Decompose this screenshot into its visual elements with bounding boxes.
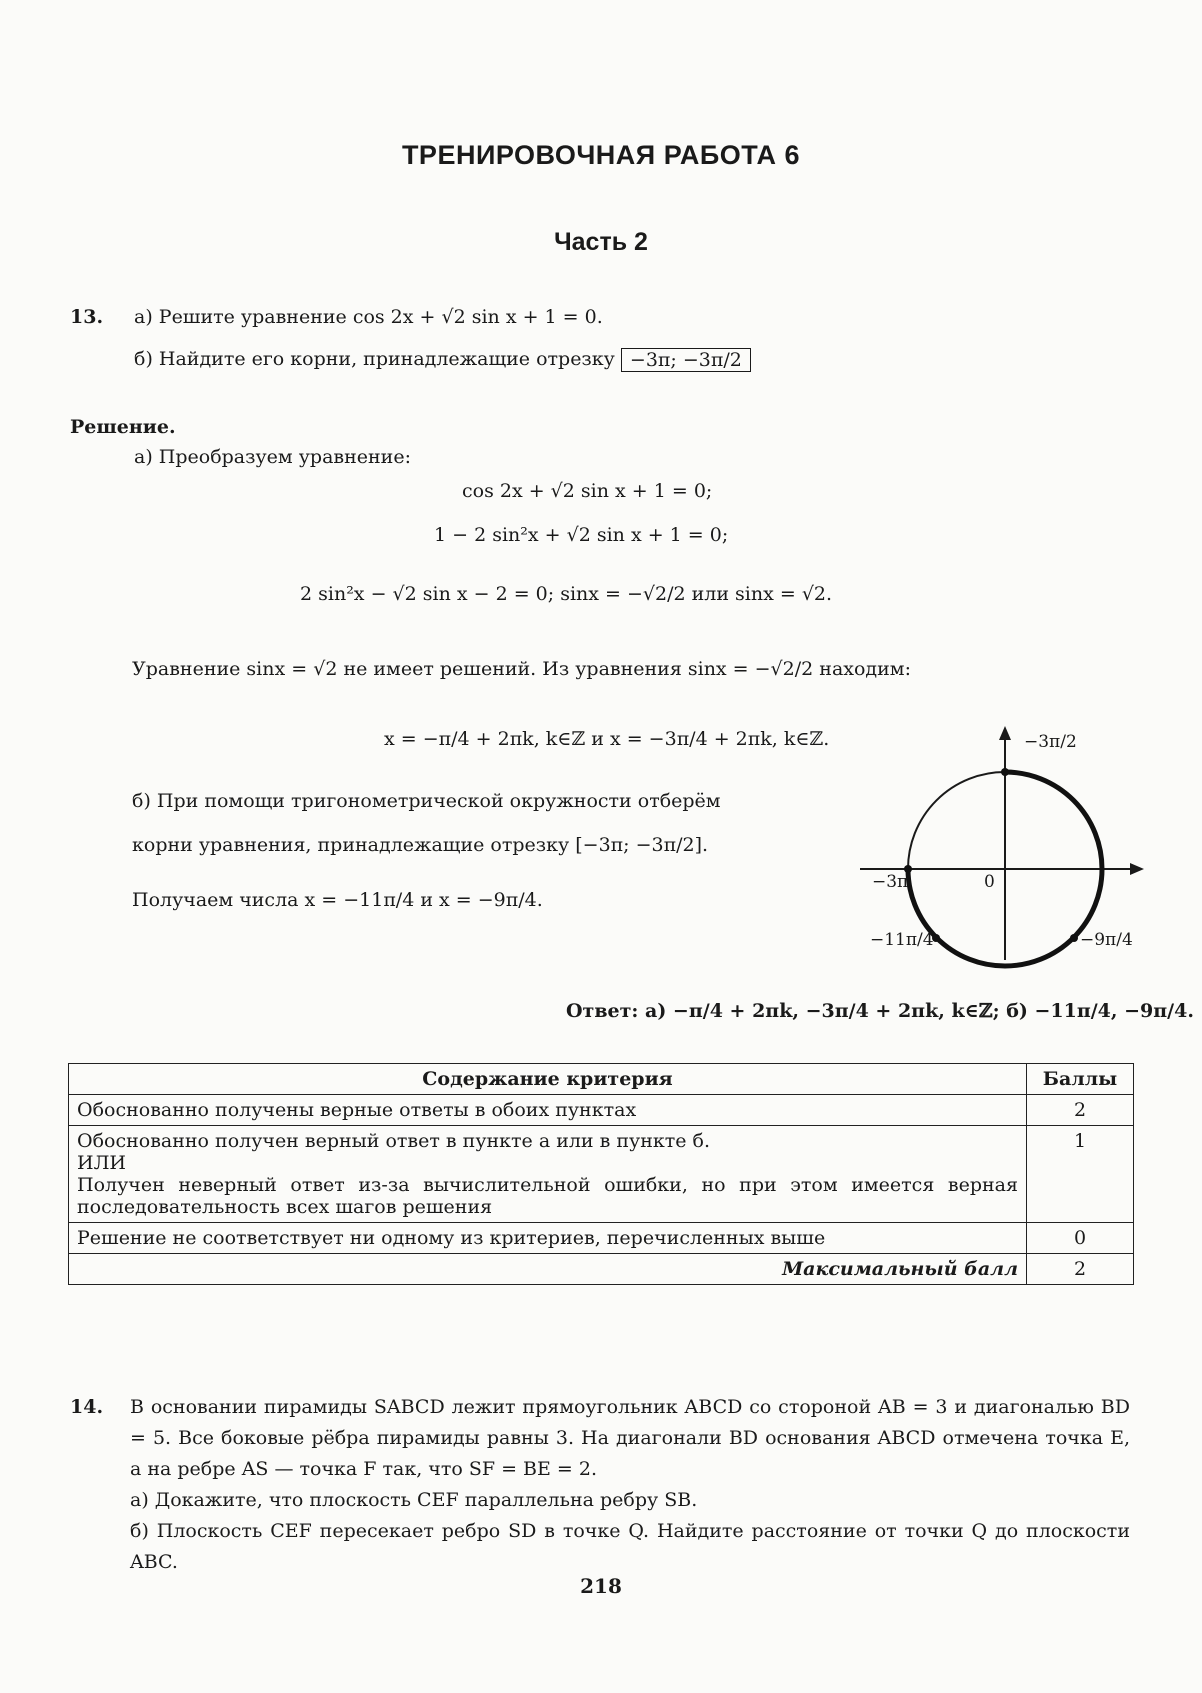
- circle-label-left: −3π: [872, 872, 909, 892]
- task-13-b-interval: −3π; −3π/2: [621, 348, 751, 372]
- criteria-points: 2: [1027, 1095, 1134, 1126]
- circle-label-origin: 0: [984, 872, 995, 892]
- circle-label-bottom-left: −11π/4: [870, 930, 934, 950]
- task-13-number: 13.: [70, 306, 104, 328]
- solution-heading: Решение.: [70, 416, 176, 438]
- page-title: ТРЕНИРОВОЧНАЯ РАБОТА 6: [401, 140, 801, 170]
- solution-b-line-3: Получаем числа x = −11π/4 и x = −9π/4.: [132, 889, 543, 911]
- criteria-or: ИЛИ: [77, 1152, 126, 1174]
- criteria-max-label: Максимальный балл: [69, 1254, 1027, 1285]
- solution-b-line-1: б) При помощи тригонометрической окружности отберём: [132, 790, 721, 812]
- criteria-max-points: 2: [1027, 1254, 1134, 1285]
- criteria-text-block: [69, 1126, 1027, 1223]
- criteria-max-row: [69, 1254, 1134, 1285]
- solution-a-intro: а) Преобразуем уравнение:: [134, 446, 411, 468]
- task-14-number: 14.: [70, 1396, 104, 1418]
- criteria-header-content: Содержание критерия: [69, 1064, 1027, 1095]
- criteria-points: 1: [1027, 1126, 1134, 1223]
- criteria-text: Получен неверный ответ из-за вычислительной ошибки, но при этом имеется верная последовательность всех шагов решения: [77, 1174, 1018, 1218]
- page-number: 218: [580, 1574, 622, 1598]
- point-top: [1001, 768, 1009, 776]
- criteria-text: Обоснованно получены верные ответы в обоих пунктах: [69, 1095, 1027, 1126]
- y-axis-arrow: [999, 726, 1011, 740]
- criteria-points: 0: [1027, 1223, 1134, 1254]
- criteria-row: [69, 1095, 1134, 1126]
- criteria-header-points: Баллы: [1027, 1064, 1134, 1095]
- criteria-text: Обоснованно получен верный ответ в пункте а или в пункте б.: [77, 1130, 711, 1152]
- task-14-b: б) Плоскость CEF пересекает ребро SD в точке Q. Найдите расстояние от точки Q до плоскости ABC.: [130, 1520, 1130, 1573]
- part-heading: Часть 2: [554, 228, 648, 256]
- task-13-b: [134, 348, 751, 372]
- equation-1: cos 2x + √2 sin x + 1 = 0;: [462, 480, 713, 502]
- solution-line-1: Уравнение sinx = √2 не имеет решений. Из уравнения sinx = −√2/2 находим:: [132, 658, 911, 680]
- criteria-text: Решение не соответствует ни одному из критериев, перечисленных выше: [69, 1223, 1027, 1254]
- answer-line: Ответ: а) −π/4 + 2πk, −3π/4 + 2πk, k∈ℤ; б) −11π/4, −9π/4.: [566, 1000, 1194, 1022]
- criteria-row: [69, 1126, 1134, 1223]
- equation-2: 1 − 2 sin²x + √2 sin x + 1 = 0;: [434, 524, 729, 546]
- criteria-row: [69, 1223, 1134, 1254]
- criteria-table: [68, 1063, 1134, 1285]
- circle-label-bottom-right: −9π/4: [1080, 930, 1133, 950]
- criteria-header-row: [69, 1064, 1134, 1095]
- roots-line: x = −π/4 + 2πk, k∈ℤ и x = −3π/4 + 2πk, k∈ℤ.: [384, 728, 830, 750]
- task-14-text: В основании пирамиды SABCD лежит прямоугольник ABCD со стороной AB = 3 и диагональю BD = 5. Все боковые рёбра пирамиды равны 3. На диагонали BD основания ABCD отмечена точка E, а на ребре AS — точка F так, что SF = BE = 2.: [130, 1396, 1130, 1480]
- task-13-a: а) Решите уравнение cos 2x + √2 sin x + 1 = 0.: [134, 306, 603, 328]
- equation-3: 2 sin²x − √2 sin x − 2 = 0; sinx = −√2/2 или sinx = √2.: [300, 583, 833, 605]
- circle-label-top: −3π/2: [1024, 732, 1077, 752]
- solution-b-line-2: корни уравнения, принадлежащие отрезку [−3π; −3π/2].: [132, 834, 709, 856]
- task-14-a: а) Докажите, что плоскость CEF параллельна ребру SB.: [130, 1489, 698, 1511]
- point-br: [1070, 934, 1078, 942]
- x-axis-arrow: [1130, 863, 1144, 875]
- task-13-b-prefix: б) Найдите его корни, принадлежащие отрезку: [134, 348, 615, 370]
